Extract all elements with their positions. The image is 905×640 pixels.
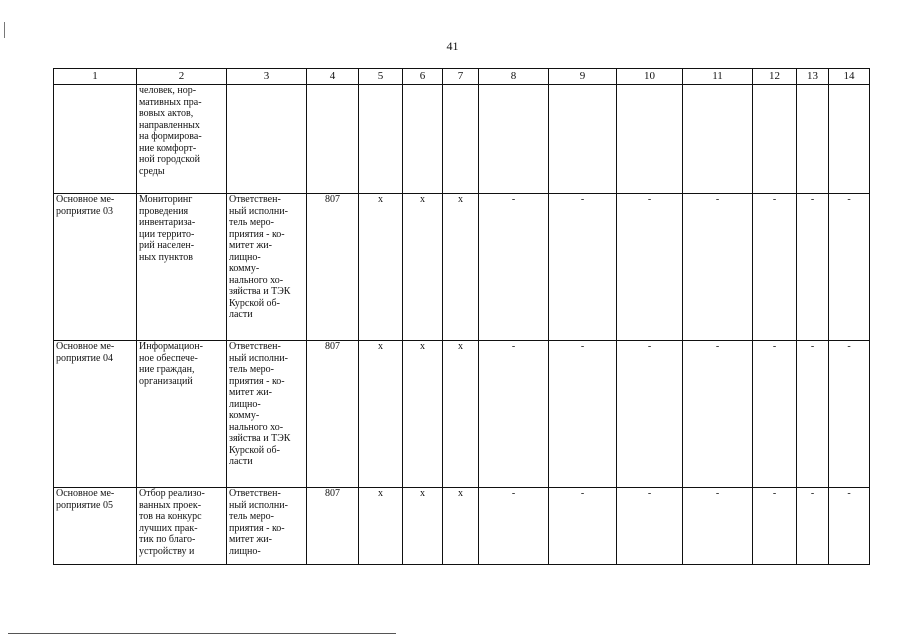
table-cell: - — [549, 341, 617, 488]
table-cell: - — [683, 488, 753, 565]
page-number: 41 — [446, 39, 459, 53]
budget-code-cell: 807 — [307, 488, 359, 565]
measure-name-cell: Основное ме- роприятие 05 — [54, 488, 137, 565]
table-cell: - — [479, 194, 549, 341]
responsible-executor-cell: Ответствен- ный исполни- тель меро- приятия - ко- митет жи- лищно- — [227, 488, 307, 565]
column-header-6: 6 — [403, 69, 443, 85]
table-cell — [683, 85, 753, 194]
table-cell: - — [683, 341, 753, 488]
column-header-2: 2 — [137, 69, 227, 85]
footer-divider — [8, 633, 396, 634]
table-cell: - — [829, 488, 870, 565]
responsible-executor-cell: Ответствен- ный исполни- тель меро- приятия - ко- митет жи- лищно- комму- нального хо- зяйства и ТЭК Курской об- ласти — [227, 341, 307, 488]
column-header-12: 12 — [753, 69, 797, 85]
table-cell: х — [359, 488, 403, 565]
table-cell: - — [479, 488, 549, 565]
table-cell: - — [753, 488, 797, 565]
table-cell: х — [403, 194, 443, 341]
column-header-5: 5 — [359, 69, 403, 85]
table-cell: - — [797, 341, 829, 488]
measure-description-cell: Мониторинг проведения инвентариза- ции террито- рий населен- ных пунктов — [137, 194, 227, 341]
column-header-11: 11 — [683, 69, 753, 85]
measure-description-cell: Отбор реализо- ванных проек- тов на конкурс лучших прак- тик по благо- устройству и — [137, 488, 227, 565]
table-cell: х — [403, 488, 443, 565]
table-row-continuation — [54, 85, 870, 194]
table-cell: - — [617, 341, 683, 488]
column-header-8: 8 — [479, 69, 549, 85]
column-header-13: 13 — [797, 69, 829, 85]
column-header-7: 7 — [443, 69, 479, 85]
table-cell: - — [829, 194, 870, 341]
program-measures-table — [53, 68, 870, 565]
table-cell: - — [683, 194, 753, 341]
table-cell — [829, 85, 870, 194]
table-cell: - — [753, 341, 797, 488]
responsible-executor-cell: Ответствен- ный исполни- тель меро- приятия - ко- митет жи- лищно- комму- нального хо- зяйства и ТЭК Курской об- ласти — [227, 194, 307, 341]
column-header-14: 14 — [829, 69, 870, 85]
table-cell: х — [443, 194, 479, 341]
table-cell: - — [479, 341, 549, 488]
table-cell — [479, 85, 549, 194]
responsible-executor-cell — [227, 85, 307, 194]
table-cell: х — [359, 194, 403, 341]
table-cell: - — [797, 488, 829, 565]
measure-name-cell: Основное ме- роприятие 04 — [54, 341, 137, 488]
table-cell: - — [549, 488, 617, 565]
table-cell: х — [359, 341, 403, 488]
table-row-measure-05 — [54, 488, 870, 565]
scan-edge-mark — [4, 22, 5, 38]
table-cell — [359, 85, 403, 194]
table-row-measure-03 — [54, 194, 870, 341]
budget-code-cell: 807 — [307, 341, 359, 488]
measure-name-cell — [54, 85, 137, 194]
table-cell — [797, 85, 829, 194]
table-cell — [307, 85, 359, 194]
table-cell — [753, 85, 797, 194]
table-cell — [549, 85, 617, 194]
table-cell: - — [829, 341, 870, 488]
table-cell: х — [403, 341, 443, 488]
column-header-1: 1 — [54, 69, 137, 85]
table-cell: - — [617, 488, 683, 565]
column-header-9: 9 — [549, 69, 617, 85]
table-cell: - — [753, 194, 797, 341]
table-cell: - — [617, 194, 683, 341]
column-header-4: 4 — [307, 69, 359, 85]
column-header-3: 3 — [227, 69, 307, 85]
measure-description-cell: человек, нор- мативных пра- вовых актов, направленных на формирова- ние комфорт- ной городской среды — [137, 85, 227, 194]
table-cell: х — [443, 341, 479, 488]
measure-description-cell: Информацион- ное обеспече- ние граждан, организаций — [137, 341, 227, 488]
column-header-10: 10 — [617, 69, 683, 85]
table-cell: х — [443, 488, 479, 565]
budget-code-cell: 807 — [307, 194, 359, 341]
table-cell — [617, 85, 683, 194]
header-row — [54, 69, 870, 85]
table-cell: - — [549, 194, 617, 341]
table-cell — [443, 85, 479, 194]
table-row-measure-04 — [54, 341, 870, 488]
table-cell — [403, 85, 443, 194]
table-cell: - — [797, 194, 829, 341]
measure-name-cell: Основное ме- роприятие 03 — [54, 194, 137, 341]
